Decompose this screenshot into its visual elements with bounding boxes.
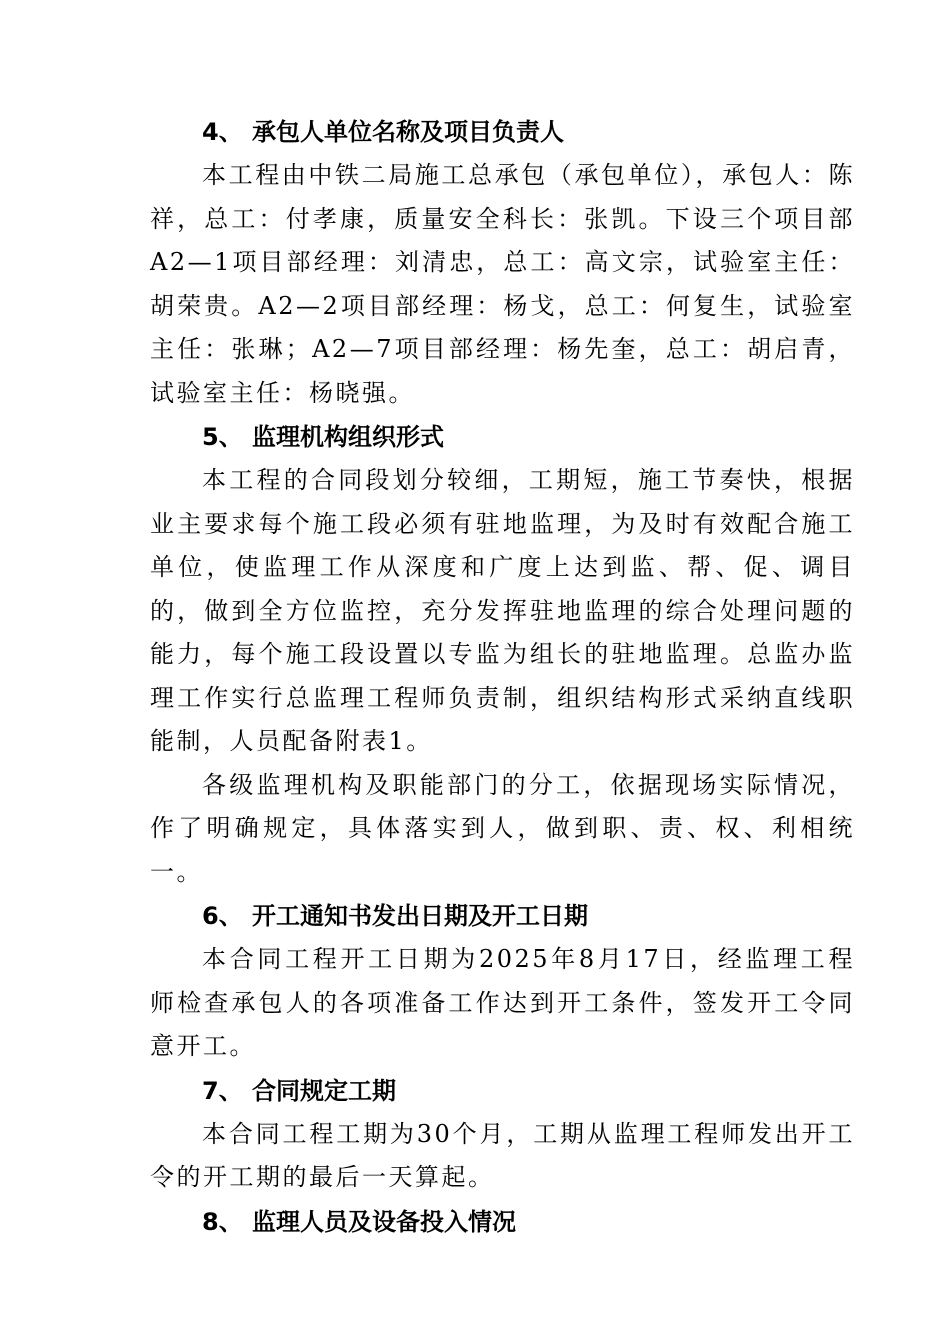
section-7-paragraph-1: 本合同工程工期为30个月，工期从监理工程师发出开工令的开工期的最后一天算起。 bbox=[150, 1119, 855, 1191]
document-body bbox=[150, 110, 855, 1244]
section-number: 8、 bbox=[202, 1207, 243, 1236]
section-7-heading bbox=[150, 1069, 855, 1113]
section-4-heading bbox=[150, 110, 855, 154]
section-6-heading bbox=[150, 894, 855, 938]
section-8-heading bbox=[150, 1200, 855, 1244]
section-5-heading bbox=[150, 415, 855, 459]
section-number: 6、 bbox=[202, 902, 243, 930]
section-title: 开工通知书发出日期及开工日期 bbox=[252, 902, 588, 930]
section-6-paragraph-1: 本合同工程开工日期为2025年8月17日，经监理工程师检查承包人的各项准备工作达到开工条件，签发开工令同意开工。 bbox=[150, 945, 855, 1060]
section-number: 4、 bbox=[202, 118, 243, 146]
section-title: 监理机构组织形式 bbox=[252, 423, 444, 451]
section-title: 合同规定工期 bbox=[252, 1076, 396, 1105]
section-title: 监理人员及设备投入情况 bbox=[252, 1207, 516, 1236]
section-number: 5、 bbox=[202, 423, 243, 451]
section-number: 7、 bbox=[202, 1076, 243, 1105]
section-5-paragraph-2: 各级监理机构及职能部门的分工，依据现场实际情况，作了明确规定，具体落实到人，做到职、责、权、利相统一。 bbox=[150, 770, 855, 886]
section-title: 承包人单位名称及项目负责人 bbox=[252, 118, 564, 146]
section-5-paragraph-1: 本工程的合同段划分较细，工期短，施工节奏快，根据业主要求每个施工段必须有驻地监理，为及时有效配合施工单位，使监理工作从深度和广度上达到监、帮、促、调目的，做到全方位监控，充分发挥驻地监理的综合处理问题的能力，每个施工段设置以专监为组长的驻地监理。总监办监理工作实行总监理工程师负责制，组织结构形式采纳直线职能制，人员配备附表1。 bbox=[150, 466, 855, 755]
section-4-paragraph-1: 本工程由中铁二局施工总承包（承包单位），承包人：陈祥，总工：付孝康，质量安全科长：张凯。下设三个项目部A2—1项目部经理：刘清忠，总工：高文宗，试验室主任：胡荣贵。A2—2项目部经理：杨戈，总工：何复生，试验室主任：张琳；A2—7项目部经理：杨先奎，总工：胡启青，试验室主任：杨晓强。 bbox=[150, 161, 855, 407]
